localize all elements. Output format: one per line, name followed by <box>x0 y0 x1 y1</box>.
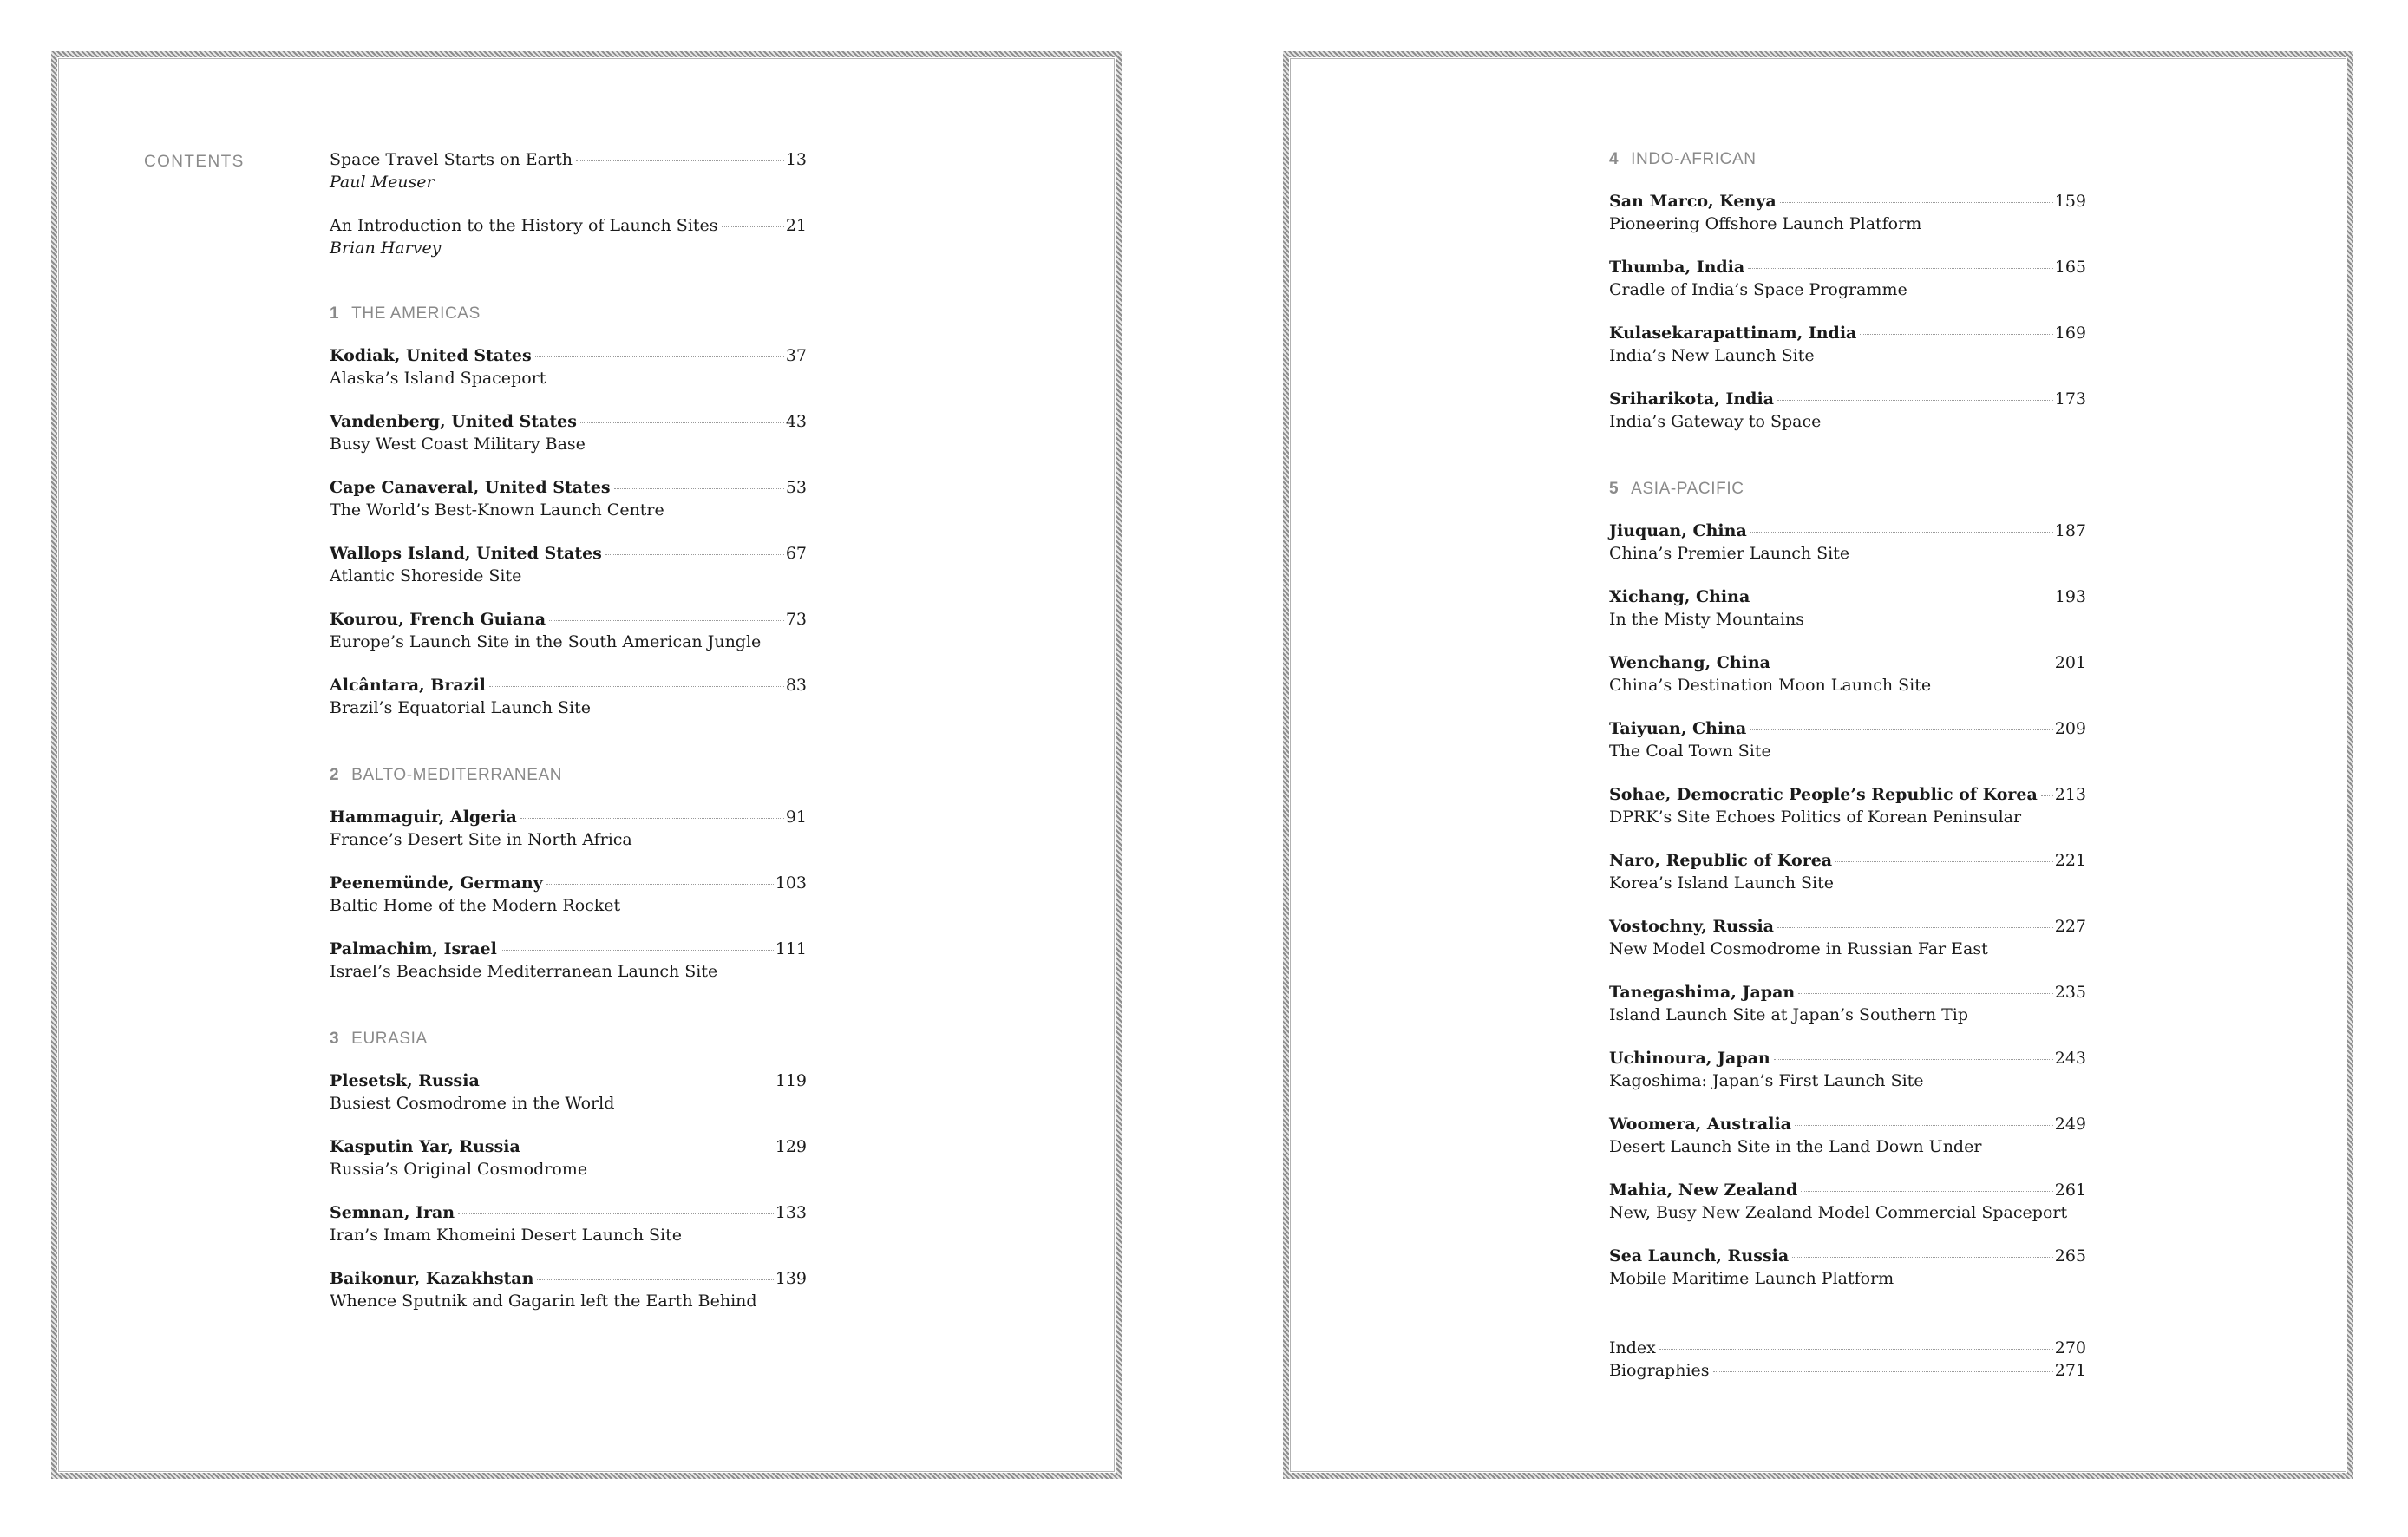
entry-page-number: 227 <box>2054 917 2086 936</box>
entry-title: Naro, Republic of Korea <box>1609 851 1833 870</box>
entry-page-number: 111 <box>775 939 807 958</box>
dot-leader <box>576 160 784 161</box>
entry-title: Thumba, India <box>1609 258 1745 277</box>
toc-entry[interactable] <box>330 1069 807 1115</box>
entry-title: Peenemünde, Germany <box>330 873 543 893</box>
dot-leader <box>1795 1125 2053 1126</box>
entry-title: Alcântara, Brazil <box>330 676 486 695</box>
entry-page-number: 201 <box>2054 653 2086 672</box>
entry-page-number: 129 <box>775 1137 807 1156</box>
entry-title: Vostochny, Russia <box>1609 917 1774 936</box>
entry-title: Semnan, Iran <box>330 1203 455 1222</box>
entry-title: Mahia, New Zealand <box>1609 1181 1798 1200</box>
dot-leader <box>1659 1349 2053 1350</box>
section-number: 3 <box>330 1030 340 1048</box>
entry-page-number: 73 <box>785 610 807 629</box>
dot-leader <box>458 1213 774 1214</box>
entry-title: Kulasekarapattinam, India <box>1609 324 1857 343</box>
entry-page-number: 235 <box>2054 983 2086 1002</box>
entry-subtitle: Europe’s Launch Site in the South American Jungle <box>330 632 762 651</box>
toc-entry[interactable] <box>1609 1047 2086 1092</box>
dot-leader <box>1780 202 2053 203</box>
entry-subtitle: New Model Cosmodrome in Russian Far East <box>1609 939 1988 958</box>
entry-subtitle: Kagoshima: Japan’s First Launch Site <box>1609 1071 1924 1090</box>
dot-leader <box>1777 400 2053 401</box>
entry-page-number: 53 <box>785 478 807 497</box>
toc-entry[interactable] <box>330 1135 807 1181</box>
entry-author: Brian Harvey <box>330 239 442 258</box>
toc-entry[interactable] <box>1609 651 2086 697</box>
entry-page-number: 173 <box>2054 389 2086 409</box>
toc-entry-index[interactable] <box>1609 1337 2086 1359</box>
entry-page-number: 133 <box>775 1203 807 1222</box>
contents-heading: CONTENTS <box>144 153 245 171</box>
entry-subtitle: Cradle of India’s Space Programme <box>1609 280 1907 299</box>
entry-title: Wenchang, China <box>1609 653 1770 672</box>
entry-subtitle: New, Busy New Zealand Model Commercial Spaceport <box>1609 1203 2068 1222</box>
toc-entry[interactable] <box>1609 322 2086 367</box>
toc-entry[interactable] <box>330 938 807 983</box>
entry-subtitle: Desert Launch Site in the Land Down Under <box>1609 1137 1982 1156</box>
dot-leader <box>605 554 784 555</box>
entry-title: Kodiak, United States <box>330 346 532 365</box>
entry-page-number: 265 <box>2054 1246 2086 1266</box>
toc-entry[interactable] <box>1609 1113 2086 1158</box>
entry-title: Kasputin Yar, Russia <box>330 1137 520 1156</box>
dot-leader <box>489 686 784 687</box>
toc-entry[interactable] <box>1609 783 2086 828</box>
entry-subtitle: DPRK’s Site Echoes Politics of Korean Peninsular <box>1609 808 2022 827</box>
section-name: THE AMERICAS <box>351 304 481 323</box>
entry-author: Paul Meuser <box>330 173 435 192</box>
entry-title: Vandenberg, United States <box>330 412 577 431</box>
entry-subtitle: Brazil’s Equatorial Launch Site <box>330 698 591 717</box>
entry-subtitle: The Coal Town Site <box>1609 742 1771 761</box>
entry-page-number: 139 <box>775 1269 807 1288</box>
entry-subtitle: Busiest Cosmodrome in the World <box>330 1094 615 1113</box>
toc-entry[interactable] <box>330 806 807 851</box>
entry-subtitle: In the Misty Mountains <box>1609 610 1805 629</box>
entry-page-number: 221 <box>2054 851 2086 870</box>
dot-leader <box>1748 268 2053 269</box>
entry-page-number: 13 <box>785 150 807 169</box>
section-heading-americas <box>330 303 807 325</box>
entry-page-number: 261 <box>2054 1181 2086 1200</box>
entry-subtitle: Atlantic Shoreside Site <box>330 566 522 585</box>
toc-entry[interactable] <box>1609 585 2086 631</box>
entry-subtitle: India’s New Launch Site <box>1609 346 1815 365</box>
entry-title: Kourou, French Guiana <box>330 610 546 629</box>
section-heading-indo-african <box>1609 148 2086 171</box>
dot-leader <box>1798 993 2053 994</box>
toc-entry[interactable] <box>330 608 807 653</box>
dot-leader <box>1774 1059 2053 1060</box>
dot-leader <box>520 818 784 819</box>
section-name: EURASIA <box>351 1030 428 1048</box>
entry-page-number: 21 <box>785 216 807 235</box>
dot-leader <box>1750 532 2053 533</box>
dot-leader <box>1750 729 2052 730</box>
entry-title: Jiuquan, China <box>1609 521 1747 540</box>
dot-leader <box>501 950 774 951</box>
toc-entry[interactable] <box>330 1267 807 1312</box>
entry-subtitle: Alaska’s Island Spaceport <box>330 369 546 388</box>
entry-subtitle: India’s Gateway to Space <box>1609 412 1822 431</box>
entry-title: Baikonur, Kazakhstan <box>330 1269 534 1288</box>
dot-leader <box>614 488 784 489</box>
dot-leader <box>546 884 774 885</box>
entry-page-number: 193 <box>2054 587 2086 606</box>
entry-title: San Marco, Kenya <box>1609 192 1777 211</box>
entry-page-number: 169 <box>2054 324 2086 343</box>
entry-page-number: 67 <box>785 544 807 563</box>
entry-subtitle: Whence Sputnik and Gagarin left the Earth Behind <box>330 1292 757 1311</box>
toc-entry[interactable] <box>330 542 807 587</box>
entry-title: Woomera, Australia <box>1609 1115 1791 1134</box>
toc-entry[interactable] <box>330 674 807 719</box>
toc-left <box>330 148 807 1333</box>
dot-leader <box>1777 927 2053 928</box>
toc-entry[interactable] <box>330 410 807 455</box>
section-number: 4 <box>1609 150 1620 168</box>
entry-page-number: 187 <box>2054 521 2086 540</box>
entry-subtitle: The World’s Best-Known Launch Centre <box>330 500 664 520</box>
entry-page-number: 249 <box>2054 1115 2086 1134</box>
entry-subtitle: Pioneering Offshore Launch Platform <box>1609 214 1922 233</box>
entry-subtitle: Busy West Coast Military Base <box>330 435 586 454</box>
entry-page-number: 43 <box>785 412 807 431</box>
section-heading-asia-pacific <box>1609 478 2086 500</box>
entry-title: Taiyuan, China <box>1609 719 1747 738</box>
entry-subtitle: Island Launch Site at Japan’s Southern Tip <box>1609 1005 1969 1024</box>
back-matter <box>1609 1337 2086 1382</box>
entry-page-number: 209 <box>2054 719 2086 738</box>
dot-leader <box>2041 795 2053 796</box>
dot-leader <box>722 226 784 227</box>
toc-entry[interactable] <box>1609 520 2086 565</box>
toc-entry[interactable] <box>1609 256 2086 301</box>
entry-page-number: 37 <box>785 346 807 365</box>
entry-title: Wallops Island, United States <box>330 544 602 563</box>
entry-subtitle: Iran’s Imam Khomeini Desert Launch Site <box>330 1226 682 1245</box>
entry-title: Index <box>1609 1338 1656 1357</box>
toc-entry[interactable] <box>1609 388 2086 433</box>
toc-right <box>1609 148 2086 1382</box>
entry-title: Xichang, China <box>1609 587 1750 606</box>
entry-title: Plesetsk, Russia <box>330 1071 480 1090</box>
toc-entry[interactable] <box>330 872 807 917</box>
entry-title: Palmachim, Israel <box>330 939 497 958</box>
section-number: 5 <box>1609 480 1620 498</box>
dot-leader <box>1713 1371 2053 1372</box>
section-name: INDO-AFRICAN <box>1631 150 1757 168</box>
dot-leader <box>1801 1191 2052 1192</box>
dot-leader <box>535 356 784 357</box>
entry-subtitle: China’s Destination Moon Launch Site <box>1609 676 1932 695</box>
toc-entry-intro[interactable] <box>330 148 807 193</box>
dot-leader <box>1792 1257 2053 1258</box>
entry-page-number: 271 <box>2054 1361 2086 1380</box>
entry-subtitle: China’s Premier Launch Site <box>1609 544 1850 563</box>
entry-subtitle: France’s Desert Site in North Africa <box>330 830 632 849</box>
entry-title: Sea Launch, Russia <box>1609 1246 1790 1266</box>
entry-page-number: 243 <box>2054 1049 2086 1068</box>
toc-entry[interactable] <box>330 344 807 389</box>
entry-title: An Introduction to the History of Launch Sites <box>330 216 718 235</box>
dot-leader <box>1860 334 2052 335</box>
toc-entry[interactable] <box>1609 1245 2086 1290</box>
toc-entry[interactable] <box>1609 981 2086 1026</box>
entry-subtitle: Baltic Home of the Modern Rocket <box>330 896 621 915</box>
dot-leader <box>580 422 784 423</box>
entry-page-number: 165 <box>2054 258 2086 277</box>
section-name: ASIA-PACIFIC <box>1631 480 1744 498</box>
entry-subtitle: Russia’s Original Cosmodrome <box>330 1160 588 1179</box>
entry-title: Uchinoura, Japan <box>1609 1049 1770 1068</box>
entry-subtitle: Korea’s Island Launch Site <box>1609 873 1835 893</box>
entry-title: Biographies <box>1609 1361 1710 1380</box>
entry-page-number: 119 <box>775 1071 807 1090</box>
toc-entry[interactable] <box>1609 849 2086 894</box>
toc-entry-intro[interactable] <box>330 214 807 259</box>
entry-page-number: 91 <box>785 808 807 827</box>
entry-page-number: 270 <box>2054 1338 2086 1357</box>
section-heading-balto-mediterranean <box>330 764 807 787</box>
dot-leader <box>537 1279 773 1280</box>
entry-subtitle: Mobile Maritime Launch Platform <box>1609 1269 1894 1288</box>
toc-entry[interactable] <box>330 1201 807 1246</box>
section-number: 2 <box>330 766 340 784</box>
toc-entry[interactable] <box>1609 717 2086 762</box>
entry-title: Cape Canaveral, United States <box>330 478 611 497</box>
toc-entry[interactable] <box>1609 915 2086 960</box>
toc-entry[interactable] <box>330 476 807 521</box>
toc-entry[interactable] <box>1609 190 2086 235</box>
entry-page-number: 213 <box>2054 785 2086 804</box>
entry-title: Hammaguir, Algeria <box>330 808 517 827</box>
entry-page-number: 103 <box>775 873 807 893</box>
entry-page-number: 83 <box>785 676 807 695</box>
entry-title: Sohae, Democratic People’s Republic of Korea <box>1609 785 2038 804</box>
toc-entry-biographies[interactable] <box>1609 1359 2086 1382</box>
dot-leader <box>1835 861 2053 862</box>
dot-leader <box>549 620 784 621</box>
section-name: BALTO-MEDITERRANEAN <box>351 766 563 784</box>
entry-title: Tanegashima, Japan <box>1609 983 1796 1002</box>
entry-title: Sriharikota, India <box>1609 389 1774 409</box>
entry-subtitle: Israel’s Beachside Mediterranean Launch Site <box>330 962 718 981</box>
entry-page-number: 159 <box>2054 192 2086 211</box>
toc-entry[interactable] <box>1609 1179 2086 1224</box>
section-number: 1 <box>330 304 340 323</box>
entry-title: Space Travel Starts on Earth <box>330 150 573 169</box>
section-heading-eurasia <box>330 1028 807 1050</box>
